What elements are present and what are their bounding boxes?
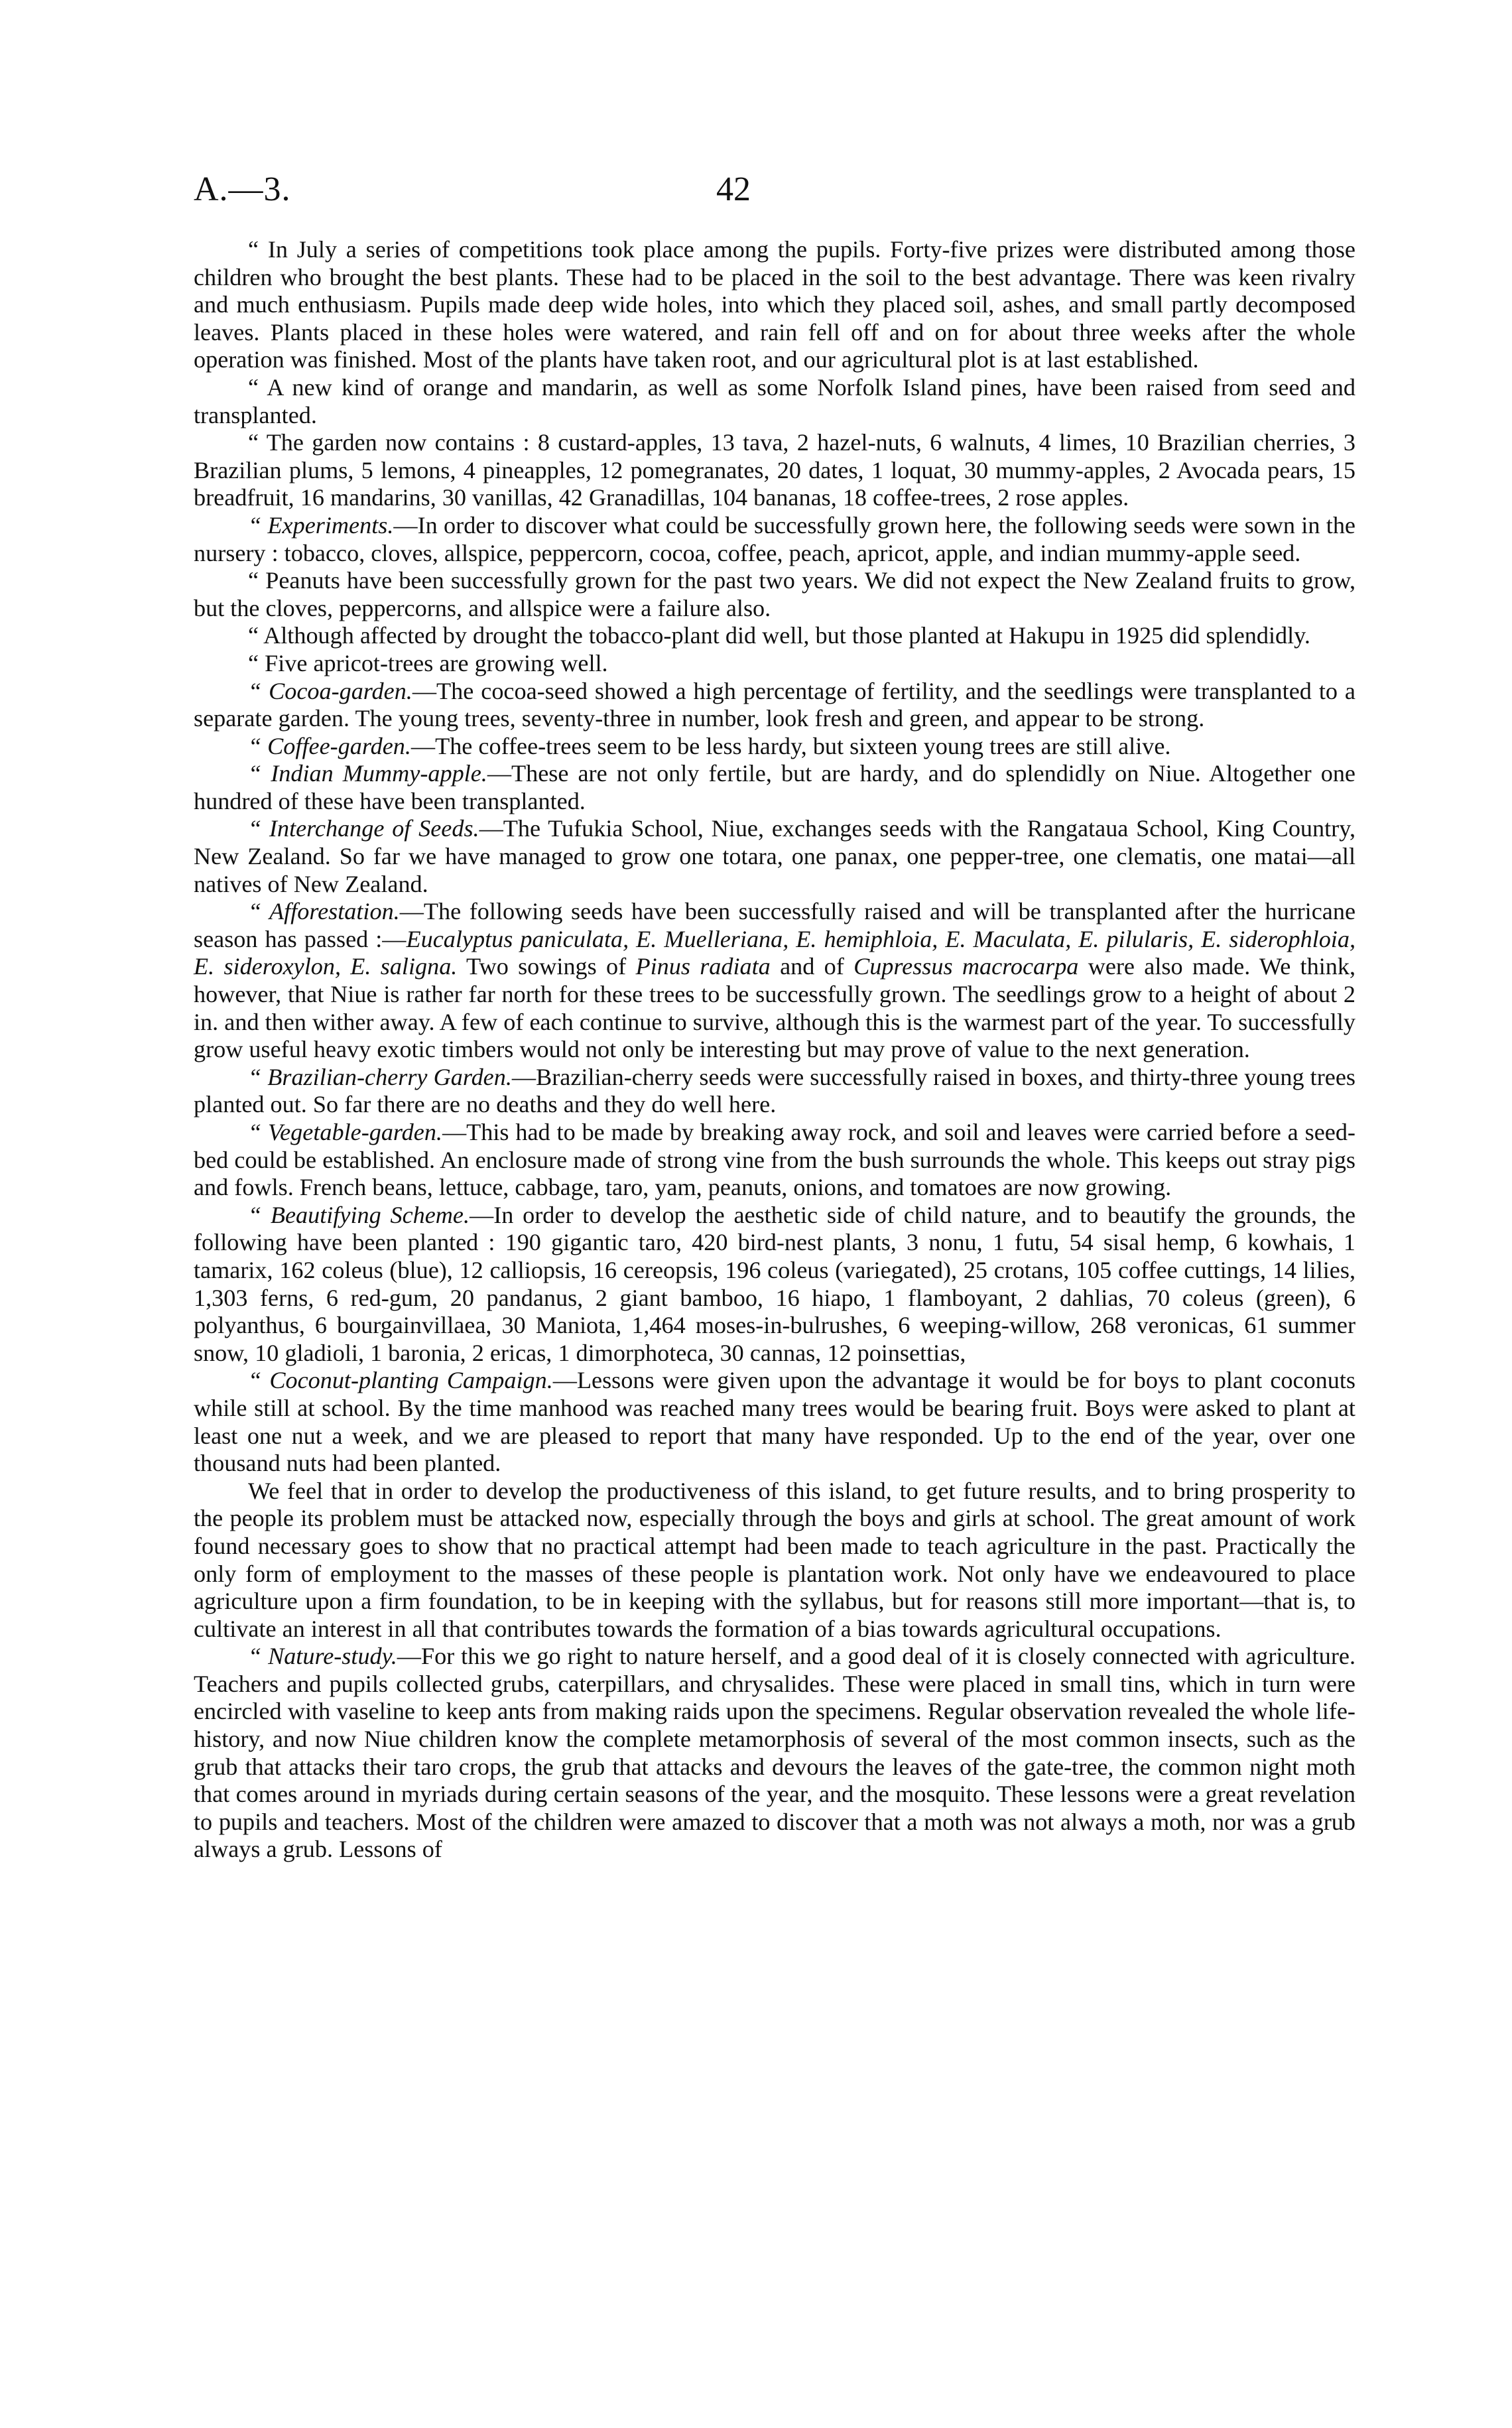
section-heading: “ Cocoa-garden. (248, 677, 412, 704)
document-reference: A.—3. (194, 170, 291, 208)
paragraph-coffee-garden: “ Coffee-garden.—The coffee-trees seem to be less hardy, but sixteen young trees are still alive. (248, 732, 1171, 759)
paragraph-apricot: “ Five apricot-trees are growing well. (248, 649, 608, 676)
paragraph-tobacco: “ Although affected by drought the tobacco-plant did well, but those planted at Hakupu in 1925 did splendidly. (248, 622, 1310, 649)
section-heading: “ Beautifying Scheme. (248, 1201, 470, 1228)
paragraph-productiveness: We feel that in order to develop the productiveness of this island, to get future results, and to bring prosperity to the people its problem must be attacked now, especially through the boys and girls at school. The great amount of work found necessary goes to show that no practical attempt had been made to teach agriculture in the past. Practically the only form of employment to the masses of these people is plantation work. Not only have we endeavoured to place agriculture upon a firm foundation, to be in keeping with the syllabus, but for reasons still more important—that is, to cultivate an interest in all that contributes towards the formation of a bias towards agricultural occupations. (194, 1477, 1355, 1642)
paragraph-beautifying-scheme: “ Beautifying Scheme.—In order to develop the aesthetic side of child nature, and to beautify the grounds, the following have been planted : 190 gigantic taro, 420 bird-nest plants, 3 nonu, 1 futu, 54 sisal hemp, 6 kowhais, 1 tamarix, 162 coleus (blue), 12 calliopsis, 16 cereopsis, 196 coleus (variegated), 25 crotans, 105 coffee cuttings, 14 lilies, 1,303 ferns, 6 red-gum, 20 pandanus, 2 giant bamboo, 16 hiapo, 1 flamboyant, 2 dahlias, 70 coleus (green), 6 polyanthus, 6 bourgainvillaea, 30 Maniota, 1,464 moses-in-bulrushes, 6 weeping-willow, 268 veronicas, 61 summer snow, 10 gladioli, 1 baronia, 2 ericas, 1 dimorphoteca, 30 cannas, 12 poinsettias, (194, 1201, 1356, 1366)
section-heading: “ Coconut-planting Campaign. (248, 1367, 553, 1394)
page-number: 42 (716, 170, 751, 208)
species-name: Cupressus macrocarpa (853, 953, 1079, 980)
section-heading: “ Experiments. (248, 511, 394, 539)
section-heading: “ Vegetable-garden. (248, 1119, 442, 1145)
paragraph-brazilian-cherry: “ Brazilian-cherry Garden.—Brazilian-cherry seeds were successfully raised in boxes, and thirty-three young trees planted out. So far there are no deaths and they do well here. (194, 1063, 1355, 1118)
paragraph-garden-contents: “ The garden now contains : 8 custard-apples, 13 tava, 2 hazel-nuts, 6 walnuts, 4 limes, 10 Brazilian cherries, 3 Brazilian plums, 5 lemons, 4 pineapples, 12 pomegranates, 20 dates, 1 loquat, 30 mummy-apples, 2 Avocada pears, 15 breadfruit, 16 mandarins, 30 vanillas, 42 Granadillas, 104 bananas, 18 coffee-trees, 2 rose apples. (194, 429, 1355, 511)
paragraph-orange-mandarin: “ A new kind of orange and mandarin, as well as some Norfolk Island pines, have been raised from seed and transplanted. (194, 373, 1355, 428)
report-body (194, 236, 1355, 1864)
section-heading: “ Brazilian-cherry Garden. (248, 1063, 512, 1090)
paragraph-vegetable-garden: “ Vegetable-garden.—This had to be made by breaking away rock, and soil and leaves were carried before a seed-bed could be established. An enclosure made of strong vine from the bush surrounds the whole. This keeps out stray pigs and fowls. French beans, lettuce, cabbage, taro, yam, peanuts, onions, and tomatoes are now growing. (194, 1119, 1355, 1201)
paragraph-experiments: “ Experiments.—In order to discover what could be successfully grown here, the following seeds were sown in the nursery : tobacco, cloves, allspice, peppercorn, cocoa, coffee, peach, apricot, apple, and indian mummy-apple seed. (194, 511, 1355, 566)
species-list: Eucalyptus paniculata, E. Muelleriana, E. hemiphloia, E. Maculata, E. pilularis, E. siderophloia, E. sideroxylon, E. saligna. (194, 925, 1356, 980)
paragraph-coconut-planting: “ Coconut-planting Campaign.—Lessons were given upon the advantage it would be for boys to plant coconuts while still at school. By the time manhood was reached many trees would be bearing fruit. Boys were asked to plant at least one nut a week, and we are pleased to report that many have responded. Up to the end of the year, over one thousand nuts had been planted. (194, 1367, 1355, 1477)
paragraph-cocoa-garden: “ Cocoa-garden.—The cocoa-seed showed a high percentage of fertility, and the seedlings were transplanted to a separate garden. The young trees, seventy-three in number, look fresh and green, and appear to be strong. (194, 677, 1355, 732)
section-heading: “ Nature-study. (248, 1643, 397, 1670)
paragraph-competitions: “ In July a series of competitions took place among the pupils. Forty-five prizes were distributed among those children who brought the best plants. These had to be placed in the soil to the best advantage. There was keen rivalry and much enthusiasm. Pupils made deep wide holes, into which they placed soil, ashes, and small partly decomposed leaves. Plants placed in these holes were watered, and rain fell off and on for about three weeks after the whole operation was finished. Most of the plants have taken root, and our agricultural plot is at last established. (194, 236, 1355, 373)
section-heading: “ Interchange of Seeds. (248, 815, 479, 842)
paragraph-afforestation: “ Afforestation.—The following seeds have been successfully raised and will be transplanted after the hurricane season has passed :—Eucalyptus paniculata, E. Muelleriana, E. hemiphloia, E. Maculata, E. pilularis, E. siderophloia, E. sideroxylon, E. saligna. Two sowings of Pinus radiata and of Cupressus macrocarpa were also made. We think, however, that Niue is rather far north for these trees to be successfully grown. The seedlings grow to a height of about 2 in. and then wither away. A few of each continue to survive, although this is the warmest part of the year. To successfully grow useful heavy exotic timbers would not only be interesting but may prove of value to the next generation. (194, 898, 1356, 1063)
paragraph-nature-study: “ Nature-study.—For this we go right to nature herself, and a good deal of it is closely connected with agriculture. Teachers and pupils collected grubs, caterpillars, and chrysalides. These were placed in small tins, which in turn were encircled with vaseline to keep ants from making raids upon the specimens. Regular observation revealed the whole life-history, and now Niue children know the complete metamorphosis of several of the most common insects, such as the grub that attacks their taro crops, the grub that attacks and devours the leaves of the gate-tree, the common night moth that comes around in myriads during certain seasons of the year, and the mosquito. These lessons were a great revelation to pupils and teachers. Most of the children were amazed to discover that a moth was not always a moth, nor was a grub always a grub. Lessons of (194, 1643, 1355, 1863)
section-heading: “ Afforestation. (248, 898, 400, 925)
section-heading: “ Indian Mummy-apple. (248, 760, 487, 787)
paragraph-peanuts: “ Peanuts have been successfully grown for the past two years. We did not expect the New Zealand fruits to grow, but the cloves, peppercorns, and allspice were a failure also. (194, 567, 1355, 621)
section-heading: “ Coffee-garden. (248, 732, 411, 759)
paragraph-indian-mummy-apple: “ Indian Mummy-apple.—These are not only fertile, but are hardy, and do splendidly on Niue. Altogether one hundred of these have been transplanted. (194, 760, 1355, 814)
paragraph-interchange-of-seeds: “ Interchange of Seeds.—The Tufukia School, Niue, exchanges seeds with the Rangataua School, King Country, New Zealand. So far we have managed to grow one totara, one panax, one pepper-tree, one clematis, one matai—all natives of New Zealand. (194, 815, 1355, 897)
species-name: Pinus radiata (635, 953, 771, 980)
